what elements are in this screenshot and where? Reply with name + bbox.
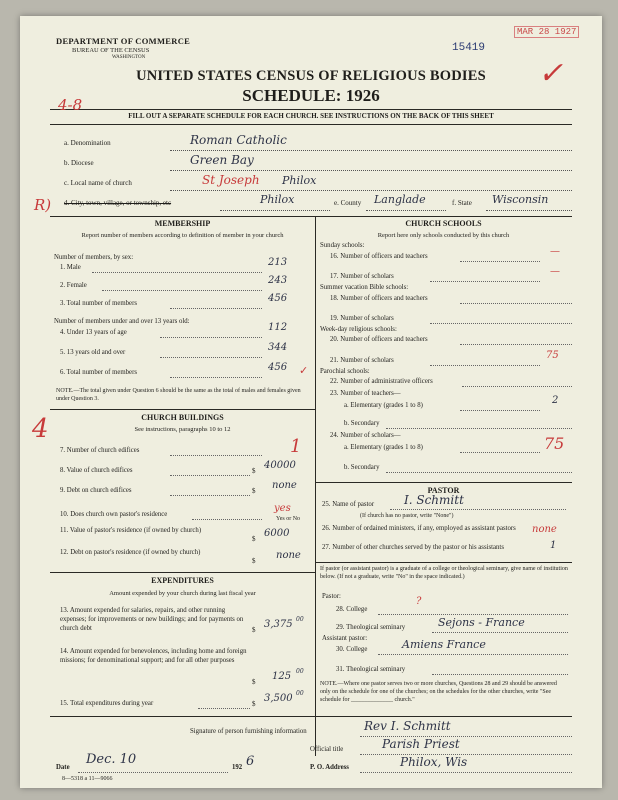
vacation-schools-label: Summer vacation Bible schools: [320, 284, 409, 291]
pastor-name-value: I. Schmitt [404, 493, 464, 507]
pastor-sub-label: Pastor: [322, 593, 341, 600]
buildings-heading: CHURCH BUILDINGS [141, 413, 224, 422]
parochial-schools-label: Parochial schools: [320, 368, 370, 375]
seminary2-label: 31. Theological seminary [336, 666, 406, 673]
college-value: ? [416, 596, 422, 607]
q7-line [170, 455, 262, 456]
pastor-footnote: NOTE.—Where one pastor serves two or more churches, Questions 28 and 29 should be answered only on the schedule for one of the churches; on the schedules for the other churches, write "See schedule for ______________ church." [320, 681, 557, 703]
margin-mark: 4-8 [58, 96, 83, 114]
signature-label: Signature of person furnishing information [190, 728, 307, 735]
q18-label: 18. Number of officers and teachers [330, 295, 428, 302]
red-check-mark: ✓ [538, 56, 564, 91]
year-value: 6 [246, 754, 255, 769]
q6-check-mark: ✓ [299, 365, 309, 377]
q15-value: 3,500 [264, 693, 293, 704]
denomination-line [170, 150, 572, 151]
q27-value: 1 [550, 540, 557, 551]
department-label: DEPARTMENT OF COMMERCE [56, 36, 191, 46]
q8-label: 8. Value of church edifices [60, 467, 133, 474]
assistant-sub-label: Assistant pastor: [322, 635, 368, 642]
q8-line [170, 475, 250, 476]
q10-value: yes [274, 503, 291, 514]
q3-label: 3. Total number of members [60, 300, 137, 307]
denomination-label: a. Denomination [64, 139, 111, 147]
membership-footnote: NOTE.—The total given under Question 6 should be the same as the total of males and females given under Question 3. [56, 388, 301, 402]
q1-value: 213 [268, 257, 288, 268]
expenditures-note: Amount expended by your church during last fiscal year [109, 590, 256, 597]
q23a-line [460, 410, 540, 411]
q13-cents: 00 [296, 616, 304, 623]
q17-line [430, 281, 540, 282]
diocese-value: Green Bay [190, 153, 254, 167]
q14-cents: 00 [296, 668, 304, 675]
q1-line [92, 272, 262, 273]
membership-heading: MEMBERSHIP [154, 219, 211, 228]
q16-label: 16. Number of officers and teachers [330, 253, 428, 260]
pastor-name-line [390, 509, 566, 510]
expenditures-rule [50, 572, 315, 573]
q23b-label: b. Secondary [344, 420, 380, 427]
q23-label: 23. Number of teachers— [330, 390, 401, 397]
serial-number: 15419 [452, 42, 486, 54]
city-line [220, 210, 330, 211]
year-prefix: 192 [232, 764, 243, 771]
form-code: 8—5318 a 11—9066 [62, 776, 113, 782]
po-address-line [360, 772, 572, 773]
q6-value: 456 [268, 362, 288, 373]
q26-value: none [532, 524, 557, 535]
q17-value: — [550, 266, 560, 277]
state-value: Wisconsin [492, 193, 549, 206]
college-label: 28. College [336, 606, 368, 613]
q11-dollar-sign: $ [252, 535, 256, 543]
city-value: Philox [260, 193, 295, 206]
bureau-label: BUREAU OF THE CENSUS [72, 47, 150, 54]
po-address-label: P. O. Address [310, 764, 349, 771]
q22-line [462, 386, 572, 387]
q15-dollar-sign: $ [252, 700, 256, 708]
q10-label: 10. Does church own pastor's residence [60, 511, 168, 518]
q19-line [430, 323, 572, 324]
margin-r-mark: R) [34, 196, 52, 214]
city-label: d. City, town, village, or township, etc [64, 199, 172, 207]
q4-value: 112 [268, 322, 288, 333]
q12-value: none [276, 550, 301, 561]
q24b-line [386, 472, 572, 473]
q23b-line [386, 428, 572, 429]
state-label: f. State [452, 199, 472, 207]
sunday-schools-label: Sunday schools: [320, 242, 365, 249]
form-title: UNITED STATES CENSUS OF RELIGIOUS BODIES [136, 68, 486, 84]
date-label: Date [56, 764, 70, 771]
q19-label: 19. Number of scholars [330, 315, 394, 322]
q8-dollar-sign: $ [252, 467, 256, 475]
q14-dollar-sign: $ [252, 678, 256, 686]
q21-label: 21. Number of scholars [330, 357, 394, 364]
q27-label: 27. Number of other churches served by the pastor or his assistants [322, 544, 504, 551]
q26-label: 26. Number of ordained ministers, if any, employed as assistant pastors [322, 525, 516, 532]
pastor-name-hint: (If church has no pastor, write "None") [360, 513, 454, 519]
local-name-value: St Joseph [202, 173, 260, 187]
q10-line [192, 519, 262, 520]
header-rule-2 [50, 124, 572, 125]
schools-note: Report here only schools conducted by this church [377, 232, 510, 239]
diocese-label: b. Diocese [64, 159, 94, 167]
q4-line [160, 337, 262, 338]
q14-value: 125 [272, 671, 292, 682]
q16-line [460, 261, 540, 262]
q7-value: 1 [290, 436, 302, 457]
q6-line [170, 377, 262, 378]
q2-value: 243 [268, 275, 288, 286]
census-schedule-sheet [20, 16, 602, 788]
q22-label: 22. Number of administrative officers [330, 378, 433, 385]
denomination-value: Roman Catholic [190, 133, 287, 147]
pastor-rule [315, 482, 572, 483]
q6-label: 6. Total number of members [60, 369, 137, 376]
college2-value: Amiens France [402, 638, 486, 651]
by-sex-label: Number of members, by sex: [54, 254, 134, 261]
pastor-heading: PASTOR [427, 486, 460, 495]
county-value: Langlade [374, 193, 426, 206]
q4-label: 4. Under 13 years of age [60, 329, 127, 336]
q14-label: 14. Amount expended for benevolences, including home and foreign missions; for denominational support; and for all other purposes [60, 648, 247, 664]
q3-value: 456 [268, 293, 288, 304]
local-name-label: c. Local name of church [64, 179, 132, 187]
q11-label: 11. Value of pastor's residence (if owned by church) [60, 527, 202, 534]
q11-value: 6000 [264, 528, 290, 539]
margin-big-mark: 4 [32, 414, 49, 444]
q12-dollar-sign: $ [252, 557, 256, 565]
q2-label: 2. Female [60, 282, 87, 289]
date-line [78, 772, 228, 773]
official-title-value: Parish Priest [382, 737, 460, 751]
q16-value: — [550, 246, 560, 257]
college2-label: 30. College [336, 646, 368, 653]
q15-label: 15. Total expenditures during year [60, 700, 154, 707]
q21-line [430, 365, 540, 366]
q18-line [460, 303, 572, 304]
q13-value: 3,375 [264, 619, 293, 630]
q24-label: 24. Number of scholars— [330, 432, 401, 439]
section-rule [50, 216, 572, 217]
q9-value: none [272, 480, 297, 491]
diocese-line [170, 170, 572, 171]
q12-label: 12. Debt on pastor's residence (if owned by church) [60, 549, 201, 556]
q5-line [160, 357, 262, 358]
q15-cents: 00 [296, 690, 304, 697]
date-value: Dec. 10 [86, 752, 137, 767]
q23a-label: a. Elementary (grades 1 to 8) [344, 402, 423, 409]
q9-line [170, 495, 250, 496]
q13-dollar-sign: $ [252, 626, 256, 634]
po-address-value: Philox, Wis [400, 755, 468, 769]
q9-label: 9. Debt on church edifices [60, 487, 132, 494]
seminary-line [432, 632, 568, 633]
q20-label: 20. Number of officers and teachers [330, 336, 428, 343]
state-line [486, 210, 572, 211]
q24b-label: b. Secondary [344, 464, 380, 471]
q5-label: 5. 13 years old and over [60, 349, 126, 356]
q5-value: 344 [268, 342, 288, 353]
q2-line [102, 290, 262, 291]
buildings-rule [50, 409, 315, 410]
local-name-value-2: Philox [282, 174, 317, 187]
local-name-line [170, 190, 572, 191]
received-date-stamp: MAR 28 1927 [514, 26, 579, 38]
q23a-value: 2 [552, 395, 559, 406]
county-line [366, 210, 446, 211]
q17-label: 17. Number of scholars [330, 273, 394, 280]
seminary2-line [432, 674, 568, 675]
graduate-note: If pastor (or assistant pastor) is a graduate of a college or theological seminary, give name of institution below. (If not a graduate, write "No" in the space indicated.) [320, 566, 568, 580]
instruction-line: FILL OUT A SEPARATE SCHEDULE FOR EACH CHURCH. SEE INSTRUCTIONS ON THE BACK OF THIS SHEET [128, 112, 494, 120]
q24a-line [460, 452, 540, 453]
q9-dollar-sign: $ [252, 487, 256, 495]
weekday-schools-label: Week-day religious schools: [320, 326, 397, 333]
seminary-label: 29. Theological seminary [336, 624, 406, 631]
q1-label: 1. Male [60, 264, 81, 271]
city-label: WASHINGTON [112, 55, 146, 60]
membership-note: Report number of members according to definition of member in your church [81, 232, 284, 239]
expenditures-heading: EXPENDITURES [151, 576, 214, 585]
county-label: e. County [334, 199, 362, 207]
schools-heading: CHURCH SCHOOLS [405, 219, 482, 228]
q24a-value: 75 [544, 434, 565, 453]
q8-value: 40000 [264, 460, 296, 471]
q21-value: 75 [546, 350, 559, 361]
q13-label: 13. Amount expended for salaries, repairs, and other running expenses; for improvements or new buildings; and for payments on church debt [60, 607, 244, 632]
college-line [378, 614, 568, 615]
graduate-rule [315, 562, 572, 563]
pastor-name-label: 25. Name of pastor [322, 501, 375, 508]
seminary-value: Sejons - France [438, 616, 525, 629]
q3-line [170, 308, 262, 309]
q7-label: 7. Number of church edifices [60, 447, 140, 454]
q24a-label: a. Elementary (grades 1 to 8) [344, 444, 423, 451]
official-title-label: Official title [310, 746, 344, 753]
q20-line [460, 344, 572, 345]
q15-line [198, 708, 250, 709]
by-age-label: Number of members under and over 13 years old: [54, 318, 190, 325]
signature-value: Rev I. Schmitt [364, 719, 451, 733]
footer-rule [50, 716, 572, 717]
college2-line [378, 654, 568, 655]
schedule-title: SCHEDULE: 1926 [242, 86, 380, 105]
buildings-note: See instructions, paragraphs 10 to 12 [134, 426, 231, 433]
yes-no-hint: Yes or No [276, 516, 301, 522]
header-rule [50, 109, 572, 110]
